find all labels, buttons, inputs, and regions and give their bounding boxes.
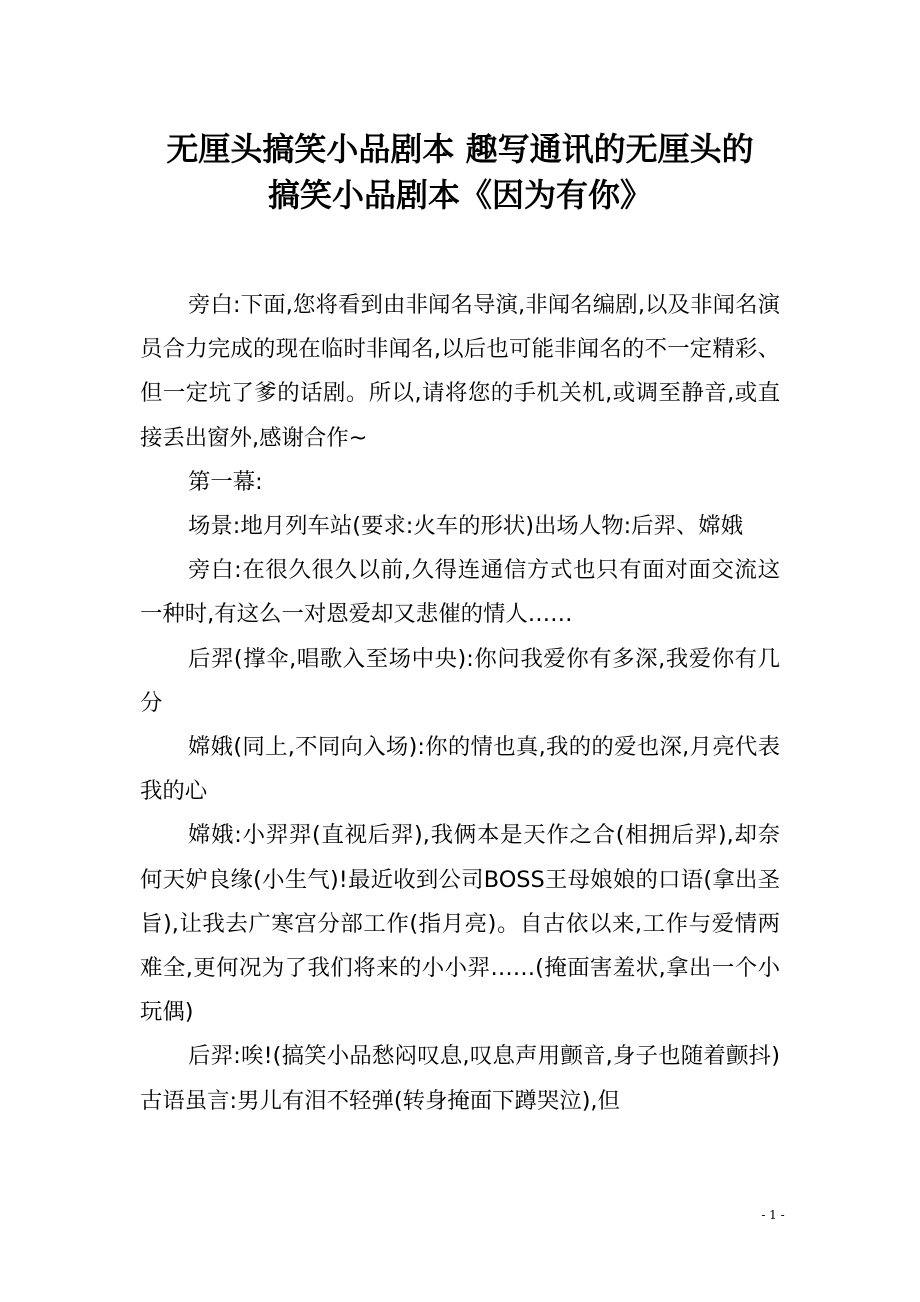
- paragraph-act-heading: 第一幕:: [188, 468, 263, 495]
- title-line-2: 搞笑小品剧本《因为有你》: [267, 176, 652, 214]
- paragraph-change-song: 嫦娥(同上,不同向入场):你的情也真,我的的爱也深,月亮代表我的心: [140, 734, 780, 805]
- title-line-1: 无厘头搞笑小品剧本 趣写通讯的无厘头的: [166, 130, 754, 168]
- paragraph-change-speech: 嫦娥:小羿羿(直视后羿),我俩本是天作之合(相拥后羿),却奈何天妒良缘(小生气)!最近收到公司BOSS王母娘娘的口语(拿出圣旨),让我去广寒宫分部工作(指月亮)。自古依以来,工作与爱情两难全,更何况为了我们将来的小小羿……(掩面害羞状,拿出一个小玩偶): [140, 822, 780, 1026]
- paragraph-scene: 场景:地月列车站(要求:火车的形状)出场人物:后羿、嫦娥: [188, 513, 744, 540]
- paragraph-houyi-speech: 后羿:唉!(搞笑小品愁闷叹息,叹息声用颤音,身子也随着颤抖)古语虽言:男儿有泪不轻弹(转身掩面下蹲哭泣),但: [140, 1043, 780, 1114]
- paragraph-narration: 旁白:在很久很久以前,久得连通信方式也只有面对面交流这一种时,有这么一对恩爱却又悲催的情人……: [140, 557, 780, 628]
- paragraph-narration-intro: 旁白:下面,您将看到由非闻名导演,非闻名编剧,以及非闻名演员合力完成的现在临时非闻名,以后也可能非闻名的不一定精彩、但一定坑了爹的话剧。所以,请将您的手机关机,或调至静音,或直接丢出窗外,感谢合作~: [140, 292, 780, 451]
- paragraph-houyi-song: 后羿(撑伞,唱歌入至场中央):你问我爱你有多深,我爱你有几分: [140, 645, 780, 716]
- document-title: [100, 126, 820, 218]
- document-body: [140, 283, 780, 1123]
- page-number: - 1 -: [761, 1208, 785, 1222]
